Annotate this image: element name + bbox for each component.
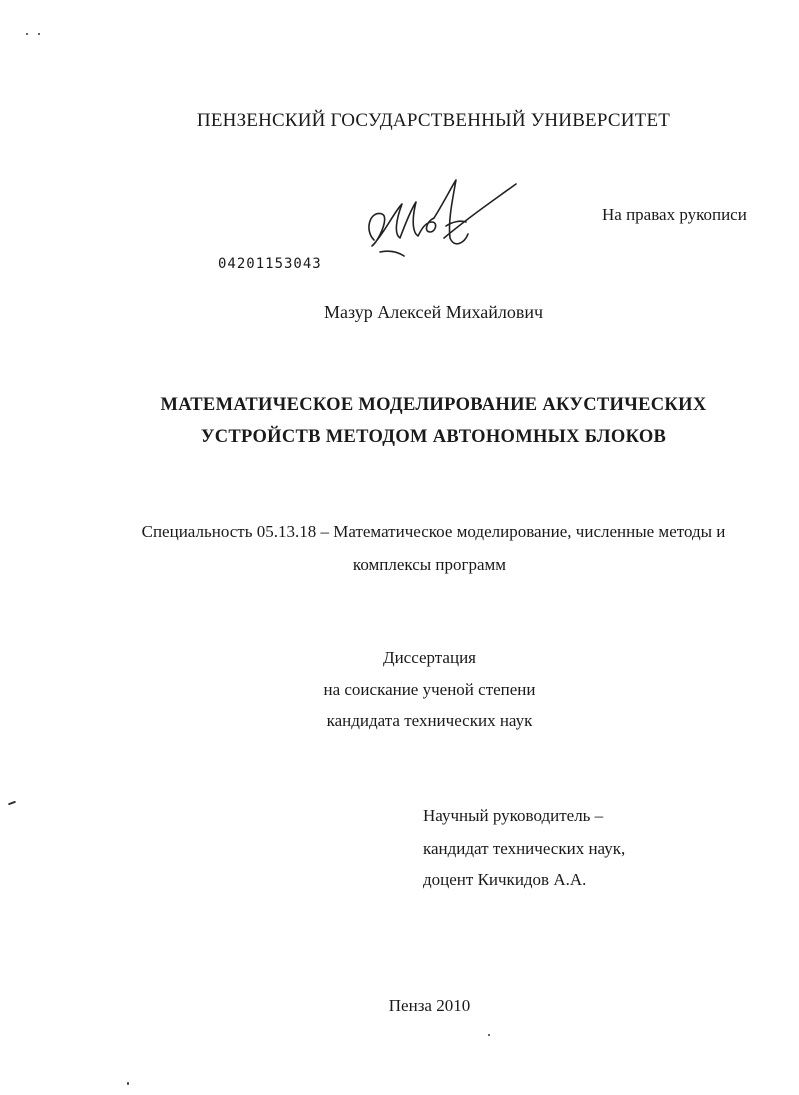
dissertation-title-line: УСТРОЙСТВ МЕТОДОМ АВТОНОМНЫХ БЛОКОВ xyxy=(200,427,667,447)
university-name: ПЕНЗЕНСКИЙ ГОСУДАРСТВЕННЫЙ УНИВЕРСИТЕТ xyxy=(196,110,671,131)
signature-image xyxy=(360,172,520,262)
city-year: Пенза 2010 xyxy=(388,996,471,1015)
author-name: Мазур Алексей Михайлович xyxy=(323,302,543,322)
scan-speck xyxy=(38,33,40,35)
scan-speck xyxy=(488,1034,490,1036)
specialty-line: комплексы программ xyxy=(352,555,507,574)
scan-speck xyxy=(8,801,16,806)
degree-line: Диссертация xyxy=(382,648,476,667)
scan-speck xyxy=(127,1082,129,1085)
supervisor-line: доцент Кичкидов А.А. xyxy=(423,870,587,889)
scan-speck xyxy=(26,33,28,35)
manuscript-rights-note: На правах рукописи xyxy=(602,205,747,224)
inventory-number: 04201153043 xyxy=(218,256,322,272)
supervisor-line: Научный руководитель – xyxy=(423,806,604,825)
degree-line: на соискание ученой степени xyxy=(323,680,536,699)
supervisor-line: кандидат технических наук, xyxy=(423,839,626,858)
specialty-line: Специальность 05.13.18 – Математическое моделирование, численные методы и xyxy=(141,522,726,541)
degree-line: кандидата технических наук xyxy=(326,711,533,730)
dissertation-title-line: МАТЕМАТИЧЕСКОЕ МОДЕЛИРОВАНИЕ АКУСТИЧЕСКИХ xyxy=(160,395,707,415)
